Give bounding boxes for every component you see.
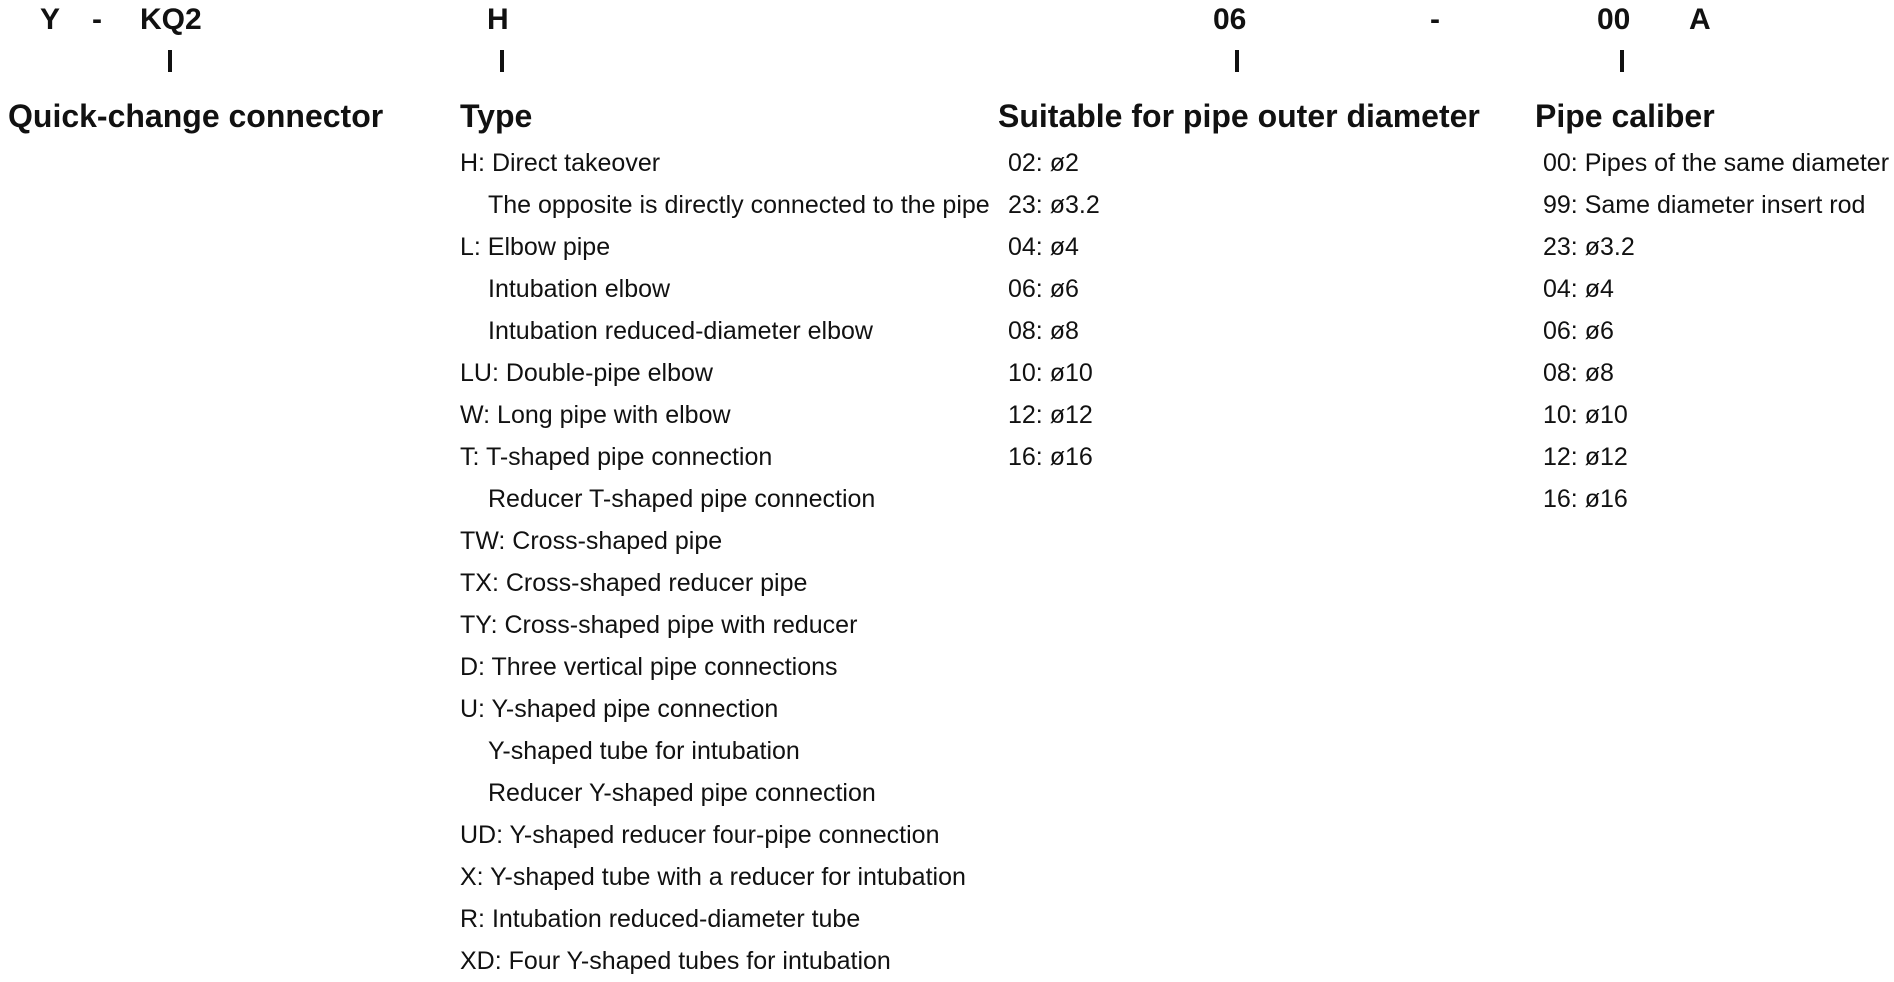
list-item: TW: Cross-shaped pipe xyxy=(460,527,723,555)
list-item: 10: ø10 xyxy=(1543,401,1628,429)
list-item: TX: Cross-shaped reducer pipe xyxy=(460,569,808,597)
list-item: Reducer T-shaped pipe connection xyxy=(488,485,876,513)
tick-connector xyxy=(168,50,172,72)
tick-diameter xyxy=(1235,50,1239,72)
list-item: 23: ø3.2 xyxy=(1008,191,1100,219)
code-dash-1: - xyxy=(92,3,102,36)
code-diameter: 06 xyxy=(1213,3,1247,36)
heading-type: Type xyxy=(460,98,533,134)
code-prefix: Y xyxy=(40,3,61,36)
list-item: 12: ø12 xyxy=(1543,443,1628,471)
list-item: 08: ø8 xyxy=(1543,359,1614,387)
list-item: 08: ø8 xyxy=(1008,317,1079,345)
list-item: 16: ø16 xyxy=(1543,485,1628,513)
list-item: Y-shaped tube for intubation xyxy=(488,737,800,765)
list-item: Intubation elbow xyxy=(488,275,671,303)
diameter-list xyxy=(1008,142,1100,478)
type-list xyxy=(460,142,990,982)
list-item: U: Y-shaped pipe connection xyxy=(460,695,779,723)
heading-quick-change-connector: Quick-change connector xyxy=(8,98,384,134)
list-item: 23: ø3.2 xyxy=(1543,233,1635,261)
list-item: H: Direct takeover xyxy=(460,149,661,177)
heading-pipe-outer-diameter: Suitable for pipe outer diameter xyxy=(998,98,1480,134)
caliber-list xyxy=(1543,142,1889,520)
list-item: XD: Four Y-shaped tubes for intubation xyxy=(460,947,891,975)
list-item: LU: Double-pipe elbow xyxy=(460,359,713,387)
list-item: 99: Same diameter insert rod xyxy=(1543,191,1866,219)
list-item: R: Intubation reduced-diameter tube xyxy=(460,905,861,933)
list-item: T: T-shaped pipe connection xyxy=(460,443,773,471)
list-item: TY: Cross-shaped pipe with reducer xyxy=(460,611,858,639)
code-suffix: A xyxy=(1689,3,1711,36)
list-item: 12: ø12 xyxy=(1008,401,1093,429)
list-item: Intubation reduced-diameter elbow xyxy=(488,317,873,345)
list-item: 04: ø4 xyxy=(1008,233,1079,261)
list-item: X: Y-shaped tube with a reducer for intubation xyxy=(460,863,966,891)
list-item: W: Long pipe with elbow xyxy=(460,401,731,429)
list-item: 04: ø4 xyxy=(1543,275,1614,303)
list-item: 06: ø6 xyxy=(1008,275,1079,303)
tick-caliber xyxy=(1620,50,1624,72)
list-item: L: Elbow pipe xyxy=(460,233,611,261)
heading-pipe-caliber: Pipe caliber xyxy=(1535,98,1715,134)
code-caliber: 00 xyxy=(1597,3,1631,36)
list-item: 06: ø6 xyxy=(1543,317,1614,345)
list-item: 16: ø16 xyxy=(1008,443,1093,471)
code-type: H xyxy=(487,3,509,36)
code-series: KQ2 xyxy=(140,3,202,36)
list-item: UD: Y-shaped reducer four-pipe connection xyxy=(460,821,940,849)
list-item: 02: ø2 xyxy=(1008,149,1079,177)
tick-type xyxy=(500,50,504,72)
list-item: The opposite is directly connected to the pipe xyxy=(488,191,990,219)
list-item: Reducer Y-shaped pipe connection xyxy=(488,779,876,807)
list-item: 00: Pipes of the same diameter xyxy=(1543,149,1890,177)
code-dash-2: - xyxy=(1430,3,1440,36)
list-item: D: Three vertical pipe connections xyxy=(460,653,838,681)
list-item: 10: ø10 xyxy=(1008,359,1093,387)
